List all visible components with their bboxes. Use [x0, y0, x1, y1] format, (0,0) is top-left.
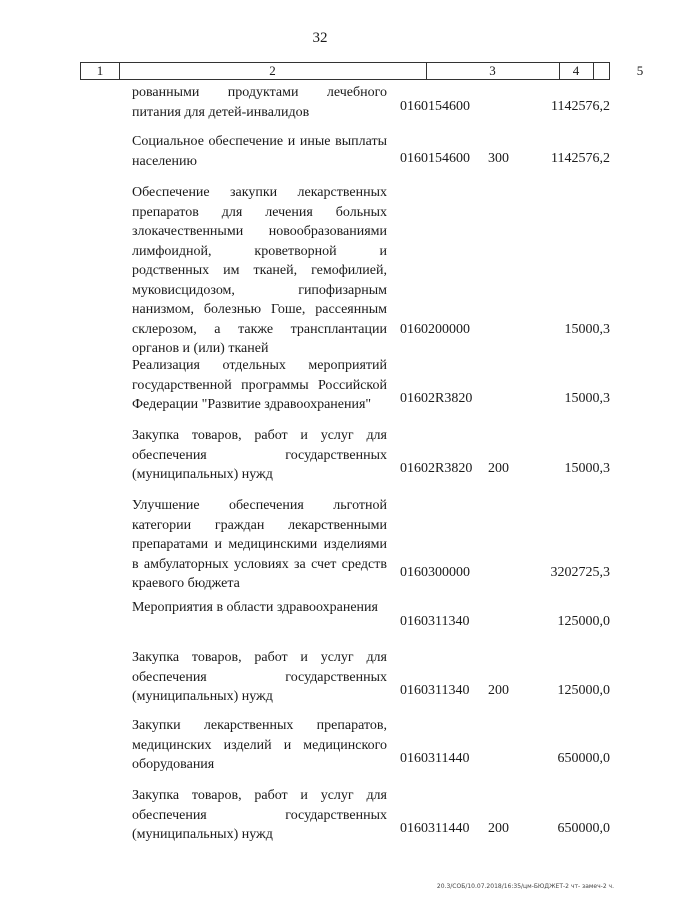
- row-description: Закупка товаров, работ и услуг для обеспечения государственных (муниципальных) нужд: [132, 650, 387, 704]
- row-amount: 1142576,2: [551, 99, 610, 114]
- header-col-5: 5: [636, 63, 644, 78]
- row-amount: 15000,3: [564, 461, 610, 476]
- footer-stamp: 20.3/СОБ/10.07.2018/16:35/цм-БЮДЖЕТ-2 чт- замеч-2 ч.: [436, 883, 614, 890]
- row-amount: 125000,0: [557, 683, 610, 698]
- row-code: 01602R3820: [400, 461, 473, 476]
- row-type: 200: [488, 683, 509, 698]
- header-col-3: 3: [426, 63, 560, 79]
- header-col-4: 4: [559, 63, 594, 79]
- row-code: 0160300000: [400, 565, 470, 580]
- row-code: 0160311440: [400, 821, 470, 836]
- row-code: 0160154600: [400, 151, 470, 166]
- table-header: [80, 62, 644, 80]
- row-description: Социальное обеспечение и иные выплаты населению: [132, 134, 387, 169]
- row-code: 0160311440: [400, 751, 470, 766]
- row-amount: 1142576,2: [551, 151, 610, 166]
- row-amount: 3202725,3: [550, 565, 610, 580]
- row-amount: 15000,3: [564, 322, 610, 337]
- row-amount: 650000,0: [557, 821, 610, 836]
- row-code: 0160311340: [400, 683, 470, 698]
- row-description: Обеспечение закупки лекарственных препаратов для лечения больных злокачественными новообразованиями лимфоидной, кроветворной и родственных им тканей, гемофилией, муковисцидозом, гипофизарным нанизмом, болезнью Гоше, рассеянным склерозом, а также трансплантации органов и (или) тканей: [132, 185, 387, 356]
- row-code: 0160154600: [400, 99, 470, 114]
- row-description: Закупки лекарственных препаратов, медицинских изделий и медицинского оборудования: [132, 718, 387, 772]
- row-amount: 125000,0: [557, 614, 610, 629]
- row-amount: 15000,3: [564, 391, 610, 406]
- header-col-1: 1: [81, 63, 120, 79]
- row-code: 0160200000: [400, 322, 470, 337]
- row-description: Закупка товаров, работ и услуг для обеспечения государственных (муниципальных) нужд: [132, 788, 387, 842]
- page-number: 32: [312, 30, 328, 46]
- row-description: Реализация отдельных мероприятий государственной программы Российской Федерации "Развитие здравоохранения": [132, 358, 387, 412]
- row-description: Улучшение обеспечения льготной категории граждан лекарственными препаратами и медицинскими изделиями в амбулаторных условиях за счет средств краевого бюджета: [132, 498, 387, 591]
- row-amount: 650000,0: [557, 751, 610, 766]
- row-type: 300: [488, 151, 509, 166]
- row-code: 0160311340: [400, 614, 470, 629]
- row-type: 200: [488, 461, 509, 476]
- row-description: Закупка товаров, работ и услуг для обеспечения государственных (муниципальных) нужд: [132, 428, 387, 482]
- row-type: 200: [488, 821, 509, 836]
- row-description: Мероприятия в области здравоохранения: [132, 600, 378, 615]
- row-code: 01602R3820: [400, 391, 473, 406]
- header-col-2: 2: [119, 63, 427, 79]
- row-description: рованными продуктами лечебного питания для детей-инвалидов: [132, 85, 387, 120]
